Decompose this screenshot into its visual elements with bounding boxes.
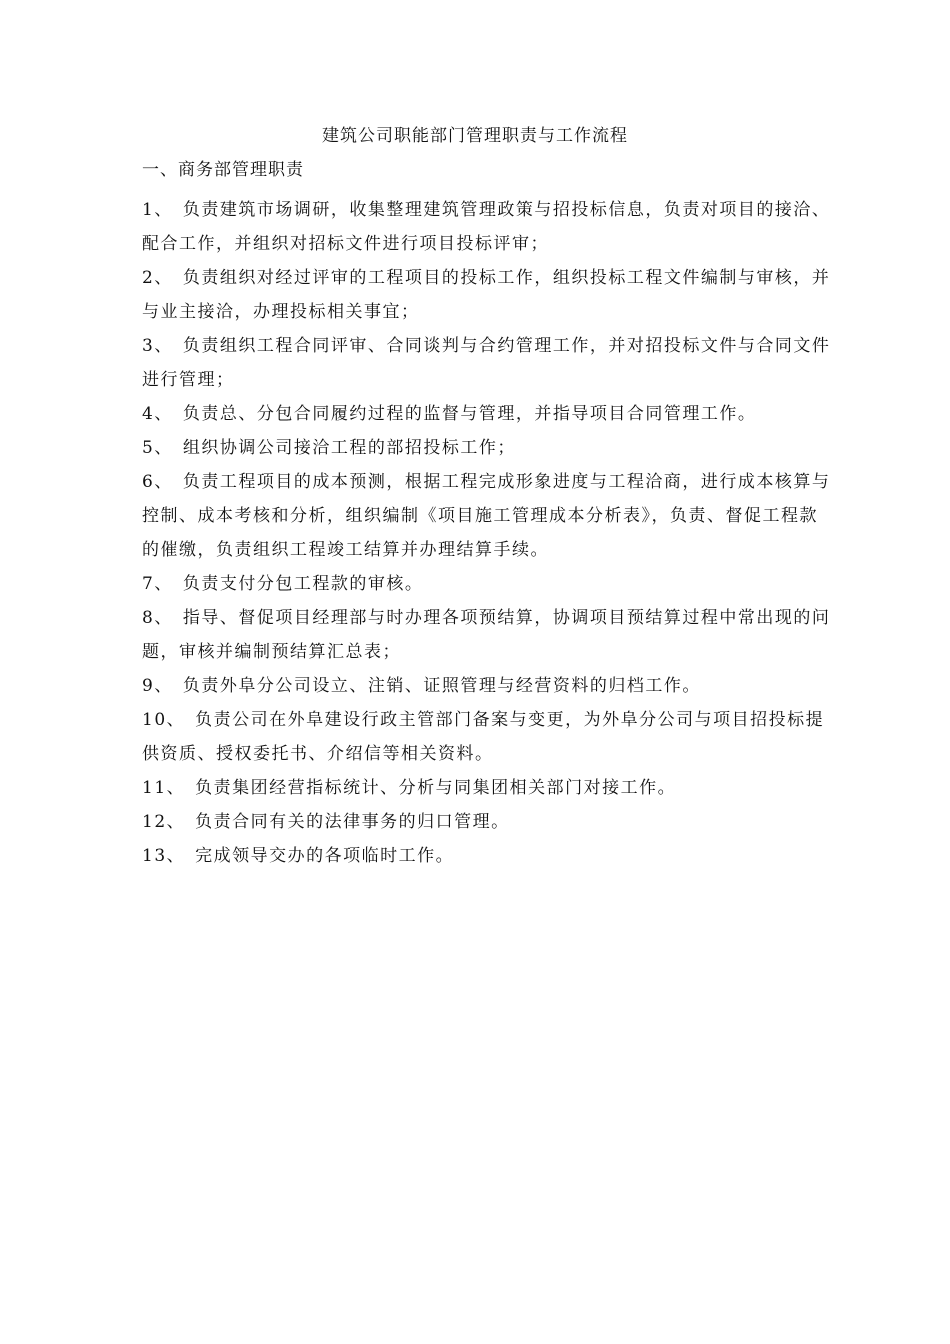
item-text: 负责建筑市场调研，收集整理建筑管理政策与招投标信息，负责对项目的接洽、配合工作，并组织对招标文件进行项目投标评审；: [142, 200, 831, 254]
item-number: 1、: [142, 200, 173, 220]
item-number: 3、: [142, 336, 173, 356]
list-item: [142, 193, 832, 261]
item-number: 7、: [142, 574, 173, 594]
item-number: 9、: [142, 676, 173, 696]
item-number: 8、: [142, 608, 173, 628]
list-item: [142, 771, 832, 805]
item-text: 负责集团经营指标统计、分析与同集团相关部门对接工作。: [195, 778, 677, 798]
item-text: 指导、督促项目经理部与时办理各项预结算，协调项目预结算过程中常出现的问题，审核并编制预结算汇总表；: [142, 608, 831, 662]
item-number: 10、: [142, 710, 186, 730]
item-number: 2、: [142, 268, 173, 288]
list-item: [142, 329, 832, 397]
item-number: 4、: [142, 404, 173, 424]
item-text: 负责总、分包合同履约过程的监督与管理，并指导项目合同管理工作。: [182, 404, 757, 424]
list-item: [142, 261, 832, 329]
list-item: [142, 397, 832, 431]
item-number: 11、: [142, 778, 186, 798]
list-item: [142, 703, 832, 771]
list-item: [142, 839, 832, 873]
item-number: 12、: [142, 812, 186, 832]
item-number: 5、: [142, 438, 173, 458]
list-item: [142, 465, 832, 567]
item-number: 13、: [142, 846, 186, 866]
list-item: [142, 431, 832, 465]
item-text: 完成领导交办的各项临时工作。: [195, 846, 455, 866]
responsibility-list: [142, 193, 832, 873]
list-item: [142, 601, 832, 669]
list-item: [142, 567, 832, 601]
item-text: 负责工程项目的成本预测，根据工程完成形象进度与工程洽商，进行成本核算与控制、成本考核和分析，组织编制《项目施工管理成本分析表》，负责、督促工程款的催缴，负责组织工程竣工结算并办理结算手续。: [142, 472, 831, 560]
item-number: 6、: [142, 472, 173, 492]
list-item: [142, 805, 832, 839]
item-text: 负责组织工程合同评审、合同谈判与合约管理工作，并对招投标文件与合同文件进行管理；: [142, 336, 831, 390]
item-text: 负责组织对经过评审的工程项目的投标工作，组织投标工程文件编制与审核，并与业主接洽，办理投标相关事宜；: [142, 268, 831, 322]
section-heading: 一、商务部管理职责: [142, 160, 304, 180]
item-text: 负责合同有关的法律事务的归口管理。: [195, 812, 510, 832]
list-item: [142, 669, 832, 703]
document-title: 建筑公司职能部门管理职责与工作流程: [322, 126, 628, 146]
item-text: 负责外阜分公司设立、注销、证照管理与经营资料的归档工作。: [182, 676, 701, 696]
item-text: 负责支付分包工程款的审核。: [182, 574, 424, 594]
item-text: 负责公司在外阜建设行政主管部门备案与变更，为外阜分公司与项目招投标提供资质、授权委托书、介绍信等相关资料。: [142, 710, 825, 764]
item-text: 组织协调公司接洽工程的部招投标工作；: [182, 438, 516, 458]
